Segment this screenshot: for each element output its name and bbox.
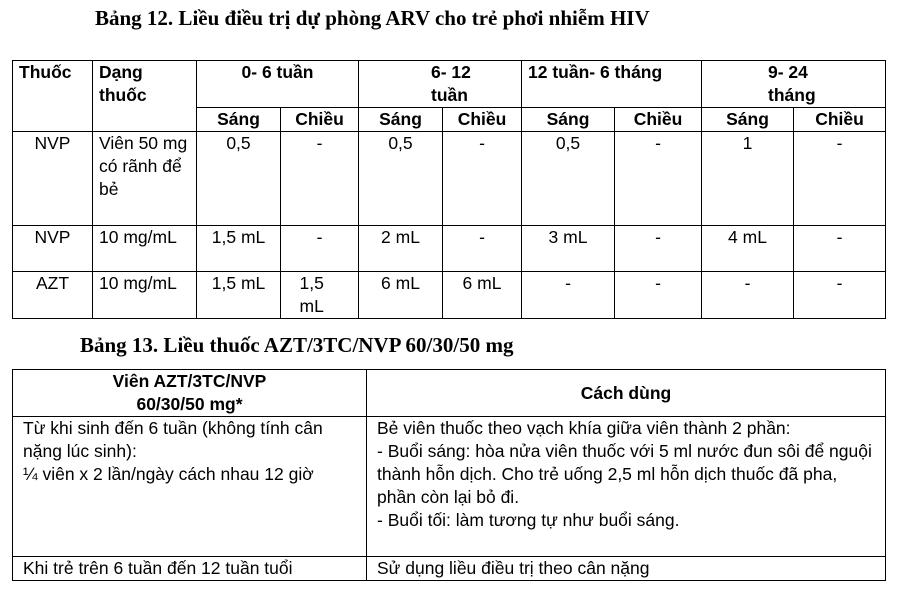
text-line: - Buổi tối: làm tương tự như buổi sáng. (377, 510, 680, 530)
header-morning: Sáng (359, 108, 443, 132)
dose-cell: 0,5 (522, 132, 615, 226)
usage-cell: Sử dụng liều điều trị theo cân nặng (367, 557, 886, 581)
azt-3tc-nvp-dosing-table (12, 369, 886, 581)
drug-cell: NVP (13, 132, 93, 226)
dose-cell: 0,5 (197, 132, 281, 226)
dose-cell: - (281, 132, 359, 226)
header-tablet: Viên AZT/3TC/NVP 60/30/50 mg* (13, 370, 367, 417)
dose-cell: 4 mL (702, 226, 794, 272)
form-cell: 10 mg/mL (93, 226, 197, 272)
header-age-group: 12 tuần- 6 tháng (522, 61, 702, 108)
dose-cell: - (702, 272, 794, 319)
drug-cell: AZT (13, 272, 93, 319)
table-row (13, 272, 886, 319)
header-form: Dạng thuốc (93, 61, 197, 132)
header-drug: Thuốc (13, 61, 93, 132)
dose-cell: 1,5 mL (281, 272, 359, 319)
table-row (13, 132, 886, 226)
header-usage: Cách dùng (367, 370, 886, 417)
dose-cell: 0,5 (359, 132, 443, 226)
usage-cell (367, 417, 886, 557)
text-line: ¼ viên x 2 lần/ngày cách nhau 12 giờ (23, 464, 314, 484)
dose-cell: - (615, 226, 702, 272)
header-age-group: 6- 12 tuần (359, 61, 522, 108)
text-line: Từ khi sinh đến 6 tuần (không tính cân nặng lúc sinh): (23, 418, 323, 461)
form-cell: Viên 50 mg có rãnh để bẻ (93, 132, 197, 226)
table-row (13, 557, 886, 581)
dose-cell: - (615, 132, 702, 226)
drug-cell: NVP (13, 226, 93, 272)
header-morning: Sáng (522, 108, 615, 132)
header-evening: Chiều (281, 108, 359, 132)
dose-cell: 6 mL (359, 272, 443, 319)
dose-cell: - (443, 226, 522, 272)
form-cell: 10 mg/mL (93, 272, 197, 319)
dose-cell: - (443, 132, 522, 226)
table-12-title: Bảng 12. Liều điều trị dự phòng ARV cho trẻ phơi nhiễm HIV (95, 6, 650, 30)
dose-cell: 1 (702, 132, 794, 226)
age-range-cell: Khi trẻ trên 6 tuần đến 12 tuần tuổi (13, 557, 367, 581)
table-row (13, 226, 886, 272)
dose-cell: - (794, 132, 886, 226)
header-age-group: 9- 24 tháng (702, 61, 886, 108)
dose-cell: - (794, 272, 886, 319)
header-morning: Sáng (197, 108, 281, 132)
dose-cell: 1,5 mL (197, 272, 281, 319)
header-age-group: 0- 6 tuần (197, 61, 359, 108)
dose-cell: - (615, 272, 702, 319)
header-evening: Chiều (794, 108, 886, 132)
dose-cell: 3 mL (522, 226, 615, 272)
text-line: - Buổi sáng: hòa nửa viên thuốc với 5 ml nước đun sôi để nguội thành hỗn dịch. Cho trẻ uống 2,5 ml hỗn dịch thuốc đã pha, phần còn lại bỏ đi. (377, 441, 872, 507)
dose-cell: - (794, 226, 886, 272)
dose-cell: 6 mL (443, 272, 522, 319)
dose-cell: - (281, 226, 359, 272)
age-range-cell (13, 417, 367, 557)
header-morning: Sáng (702, 108, 794, 132)
table-13-title: Bảng 13. Liều thuốc AZT/3TC/NVP 60/30/50 mg (80, 333, 514, 357)
dose-cell: 2 mL (359, 226, 443, 272)
header-evening: Chiều (443, 108, 522, 132)
text-line: Bẻ viên thuốc theo vạch khía giữa viên thành 2 phần: (377, 418, 791, 438)
header-evening: Chiều (615, 108, 702, 132)
dose-cell: 1,5 mL (197, 226, 281, 272)
dose-cell: - (522, 272, 615, 319)
table-row (13, 417, 886, 557)
arv-prophylaxis-table (12, 60, 886, 319)
